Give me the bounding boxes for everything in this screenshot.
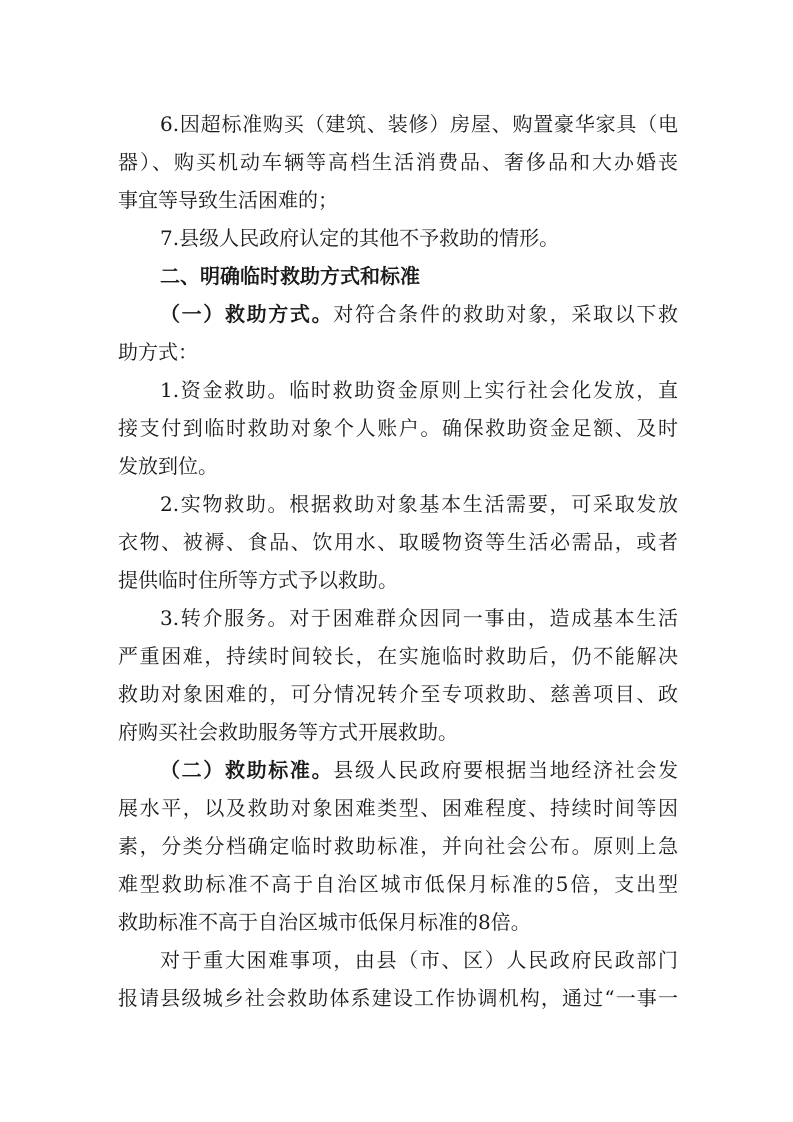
item-7-line-1: 7.县级人民政府认定的其他不予救助的情形。	[160, 226, 560, 250]
subsection-1-text: 对符合条件的救助对象，采取以下救	[333, 302, 678, 326]
item-6-line-1: 6.因超标准购买（建筑、装修）房屋、购置豪华家具（电	[160, 112, 678, 136]
major-difficulty-line-1: 对于重大困难事项，由县（市、区）人民政府民政部门	[160, 948, 678, 972]
item-6-line-3: 事宜等导致生活困难的；	[118, 188, 338, 212]
subsection-2-text: 县级人民政府要根据当地经济社会发	[333, 758, 678, 782]
method-2-line-2: 衣物、被褥、食品、饮用水、取暖物资等生活必需品，或者	[118, 530, 678, 554]
method-3-line-3: 救助对象困难的，可分情况转介至专项救助、慈善项目、政	[118, 682, 678, 706]
subsection-1-title: （一）救助方式。	[160, 302, 334, 326]
subsection-2-line-1	[118, 751, 678, 789]
subsection-2-line-4: 难型救助标准不高于自治区城市低保月标准的5倍，支出型	[118, 872, 678, 896]
method-3-line-1: 3.转介服务。对于困难群众因同一事由，造成基本生活	[160, 606, 678, 630]
subsection-2-line-3: 素，分类分档确定临时救助标准，并向社会公布。原则上急	[118, 834, 678, 858]
subsection-2-title: （二）救助标准。	[160, 758, 334, 782]
method-3-line-4: 府购买社会救助服务等方式开展救助。	[118, 720, 458, 744]
subsection-1-line-2: 助方式：	[118, 340, 198, 364]
subsection-2-line-2: 展水平，以及救助对象困难类型、困难程度、持续时间等因	[118, 796, 678, 820]
document-body	[118, 105, 678, 1017]
item-6-line-2: 器）、购买机动车辆等高档生活消费品、奢侈品和大办婚丧	[118, 150, 678, 174]
method-1-line-3: 发放到位。	[118, 454, 218, 478]
method-1-line-2: 接支付到临时救助对象个人账户。确保救助资金足额、及时	[118, 416, 678, 440]
method-1-line-1: 1.资金救助。临时救助资金原则上实行社会化发放，直	[160, 378, 678, 402]
major-difficulty-line-2: 报请县级城乡社会救助体系建设工作协调机构，通过“一事一	[118, 986, 678, 1010]
subsection-1-line-1	[118, 295, 678, 333]
method-2-line-1: 2.实物救助。根据救助对象基本生活需要，可采取发放	[160, 492, 678, 516]
method-3-line-2: 严重困难，持续时间较长，在实施临时救助后，仍不能解决	[118, 644, 678, 668]
subsection-2-line-5: 救助标准不高于自治区城市低保月标准的8倍。	[118, 910, 531, 934]
method-2-line-3: 提供临时住所等方式予以救助。	[118, 568, 398, 592]
section-2-heading: 二、明确临时救助方式和标准	[160, 264, 420, 288]
